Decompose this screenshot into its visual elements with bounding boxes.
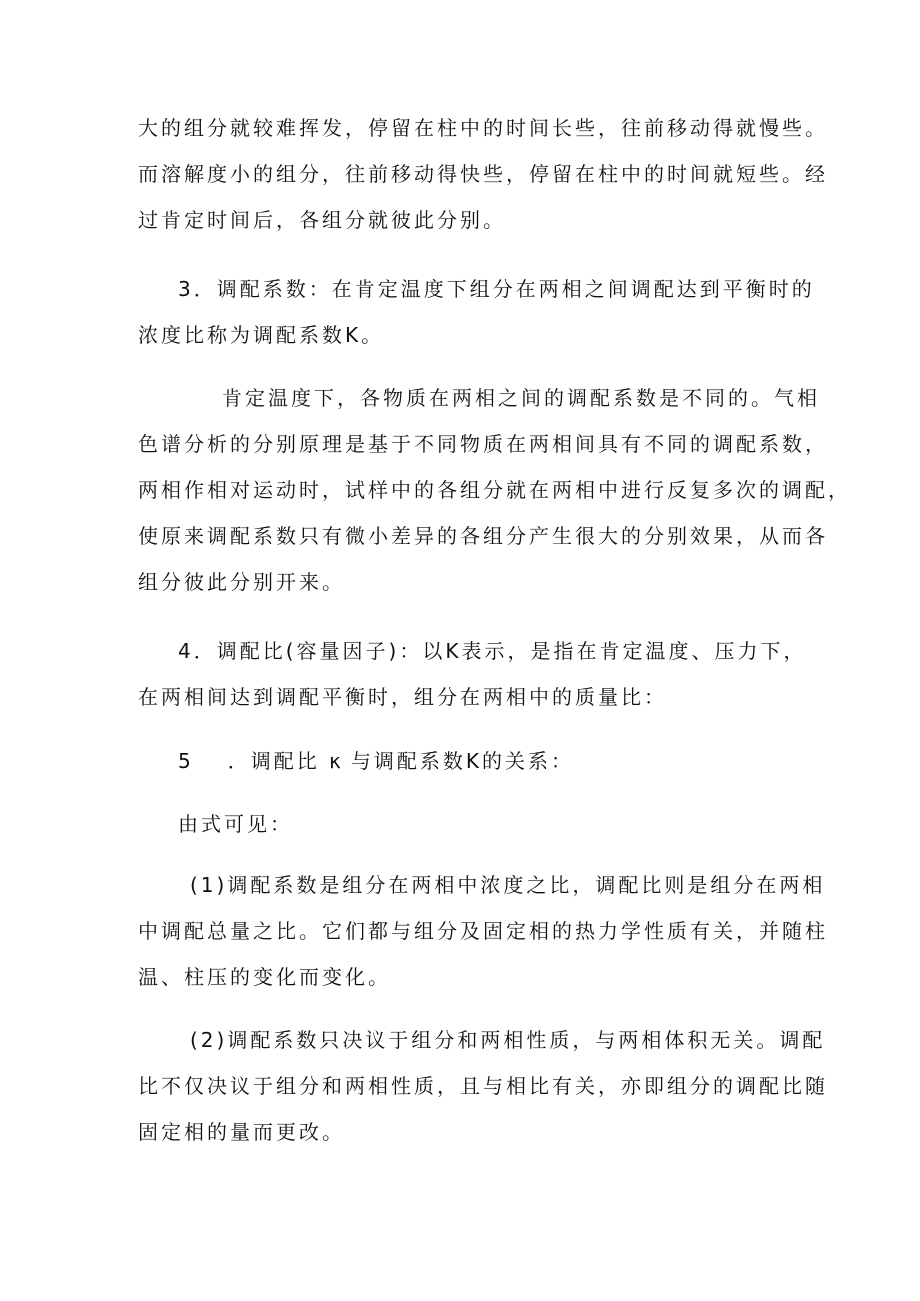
text-line: 而溶解度小的组分，往前移动得快些，停留在柱中的时间就短些。经 <box>138 162 828 186</box>
text-line: 组分彼此分别开来。 <box>138 570 345 594</box>
text-line: (1)调配系数是组分在两相中浓度之比，调配比则是组分在两相 <box>190 873 826 897</box>
text-line: 色谱分析的分别原理是基于不同物质在两相间具有不同的调配系数， <box>138 432 828 456</box>
paragraph-separation-continued <box>138 105 828 243</box>
text-line: 两相作相对运动时，试样中的各组分就在两相中进行反复多次的调配， <box>138 478 851 502</box>
text-line: (2)调配系数只决议于组分和两相性质，与两相体积无关。调配 <box>190 1028 826 1052</box>
item-5-relationship <box>138 738 798 784</box>
text-line: 温、柱压的变化而变化。 <box>138 965 391 989</box>
text-line: 使原来调配系数只有微小差异的各组分产生很大的分别效果，从而各 <box>138 524 828 548</box>
text-line: 浓度比称为调配系数K。 <box>138 323 385 347</box>
text-line: 肯定温度下，各物质在两相之间的调配系数是不同的。气相 <box>222 386 820 410</box>
item-number: 5 <box>178 749 194 773</box>
paragraph-partition-principle <box>138 375 851 605</box>
item-text: 与调配系数K的关系： <box>350 749 575 773</box>
item-3-partition-coefficient <box>138 266 815 358</box>
point-2 <box>138 1017 828 1155</box>
text-line: 大的组分就较难挥发，停留在柱中的时间长些，往前移动得就慢些。 <box>138 116 828 140</box>
text-line: 在两相间达到调配平衡时，组分在两相中的质量比： <box>138 685 667 709</box>
note-as-seen <box>138 801 798 847</box>
text-line: 比不仅决议于组分和两相性质，且与相比有关，亦即组分的调配比随 <box>138 1074 828 1098</box>
text-line: 固定相的量而更改。 <box>138 1120 345 1144</box>
text-line: 由式可见： <box>178 812 293 836</box>
kappa-symbol: κ <box>329 749 351 773</box>
text-line: 4．调配比(容量因子)：以K表示，是指在肯定温度、压力下， <box>178 639 807 663</box>
point-1 <box>138 862 828 1000</box>
text-line: 3．调配系数：在肯定温度下组分在两相之间调配达到平衡时的 <box>178 277 815 301</box>
item-text: ．调配比 <box>227 749 320 773</box>
text-line <box>138 738 798 784</box>
item-4-capacity-factor <box>138 628 807 720</box>
text-line: 中调配总量之比。它们都与组分及固定相的热力学性质有关，并随柱 <box>138 919 828 943</box>
text-line: 过肯定时间后，各组分就彼此分别。 <box>138 208 506 232</box>
